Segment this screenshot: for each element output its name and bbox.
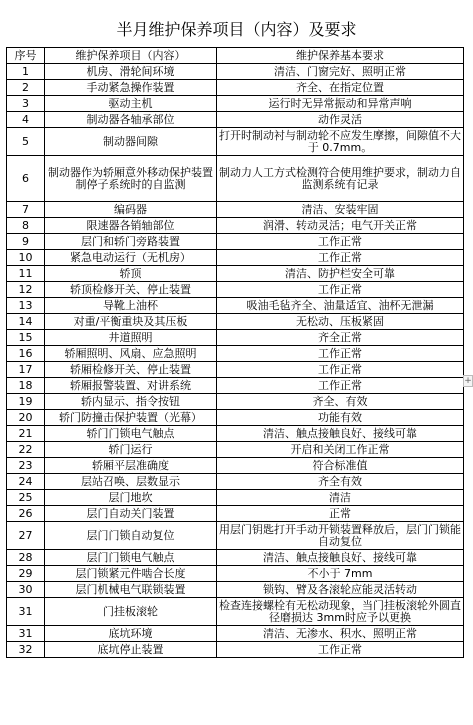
- table-row: [7, 642, 464, 658]
- cell-item: 层站召唤、层数显示: [45, 474, 217, 490]
- cell-item: 紧急电动运行（无机房）: [45, 250, 217, 266]
- cell-no: 10: [7, 250, 45, 266]
- table-row: [7, 202, 464, 218]
- table-row: [7, 96, 464, 112]
- cell-no: 28: [7, 550, 45, 566]
- cell-item: 轿厢照明、风扇、应急照明: [45, 346, 217, 362]
- cell-no: 31: [7, 598, 45, 626]
- cell-item: 轿门防撞击保护装置（光幕）: [45, 410, 217, 426]
- cell-requirement: 检查连接螺栓有无松动现象，当门挂板滚轮外圆直径磨损达 3mm时应予以更换: [217, 598, 464, 626]
- cell-item: 制动器各轴承部位: [45, 112, 217, 128]
- cell-no: 14: [7, 314, 45, 330]
- cell-no: 26: [7, 506, 45, 522]
- cell-requirement: 打开时制动衬与制动轮不应发生摩擦，间隙值不大于 0.7mm。: [217, 128, 464, 156]
- cell-no: 7: [7, 202, 45, 218]
- cell-no: 15: [7, 330, 45, 346]
- cell-requirement: 开启和关闭工作正常: [217, 442, 464, 458]
- cell-item: 机房、滑轮间环境: [45, 64, 217, 80]
- cell-no: 13: [7, 298, 45, 314]
- cell-requirement: 无松动、压板紧固: [217, 314, 464, 330]
- table-row: [7, 522, 464, 550]
- cell-item: 对重/平衡重块及其压板: [45, 314, 217, 330]
- cell-no: 3: [7, 96, 45, 112]
- cell-item: 轿厢检修开关、停止装置: [45, 362, 217, 378]
- cell-no: 8: [7, 218, 45, 234]
- cell-requirement: 清洁: [217, 490, 464, 506]
- table-row: [7, 410, 464, 426]
- cell-item: 轿顶: [45, 266, 217, 282]
- cell-no: 16: [7, 346, 45, 362]
- table-row: [7, 626, 464, 642]
- cell-requirement: 不小于 7mm: [217, 566, 464, 582]
- cell-requirement: 制动力人工方式检测符合使用维护要求，制动力自监测系统有记录: [217, 156, 464, 202]
- cell-no: 20: [7, 410, 45, 426]
- cell-requirement: 运行时无异常振动和异常声响: [217, 96, 464, 112]
- cell-no: 29: [7, 566, 45, 582]
- table-row: [7, 474, 464, 490]
- cell-item: 底坑环境: [45, 626, 217, 642]
- cell-item: 层门锁紧元件啮合长度: [45, 566, 217, 582]
- cell-requirement: 齐全正常: [217, 330, 464, 346]
- cell-item: 层门自动关门装置: [45, 506, 217, 522]
- cell-item: 制动器作为轿厢意外移动保护装置制停子系统时的自监测: [45, 156, 217, 202]
- cell-requirement: 润滑、转动灵活；电气开关正常: [217, 218, 464, 234]
- cell-requirement: 工作正常: [217, 362, 464, 378]
- cell-item: 层门机械电气联锁装置: [45, 582, 217, 598]
- table-row: [7, 112, 464, 128]
- table-row: [7, 80, 464, 96]
- cell-item: 层门门锁电气触点: [45, 550, 217, 566]
- header-no: 序号: [7, 48, 45, 64]
- cell-requirement: 工作正常: [217, 346, 464, 362]
- table-row: [7, 362, 464, 378]
- cell-no: 27: [7, 522, 45, 550]
- cell-no: 31: [7, 626, 45, 642]
- maintenance-table: [6, 47, 464, 658]
- table-row: [7, 234, 464, 250]
- cell-no: 19: [7, 394, 45, 410]
- cell-no: 1: [7, 64, 45, 80]
- cell-requirement: 锁钩、臂及各滚轮应能灵活转动: [217, 582, 464, 598]
- cell-requirement: 齐全有效: [217, 474, 464, 490]
- cell-item: 轿门运行: [45, 442, 217, 458]
- table-row: [7, 566, 464, 582]
- table-row: [7, 442, 464, 458]
- cell-no: 23: [7, 458, 45, 474]
- cell-no: 22: [7, 442, 45, 458]
- table-row: [7, 330, 464, 346]
- cell-item: 门挂板滚轮: [45, 598, 217, 626]
- table-row: [7, 314, 464, 330]
- cell-item: 轿内显示、指令按钮: [45, 394, 217, 410]
- cell-requirement: 符合标准值: [217, 458, 464, 474]
- cell-requirement: 功能有效: [217, 410, 464, 426]
- table-row: [7, 490, 464, 506]
- header-requirement: 维护保养基本要求: [217, 48, 464, 64]
- cell-no: 17: [7, 362, 45, 378]
- cell-no: 12: [7, 282, 45, 298]
- expand-plus-icon[interactable]: +: [464, 376, 472, 386]
- page-title: 半月维护保养项目（内容）及要求: [116, 20, 357, 39]
- cell-no: 21: [7, 426, 45, 442]
- cell-requirement: 工作正常: [217, 282, 464, 298]
- cell-item: 层门和轿门旁路装置: [45, 234, 217, 250]
- cell-requirement: 工作正常: [217, 378, 464, 394]
- cell-requirement: 正常: [217, 506, 464, 522]
- table-header-row: [7, 48, 464, 64]
- cell-no: 25: [7, 490, 45, 506]
- cell-no: 11: [7, 266, 45, 282]
- cell-item: 轿顶检修开关、停止装置: [45, 282, 217, 298]
- maintenance-table-container: [6, 47, 463, 658]
- table-row: [7, 458, 464, 474]
- cell-item: 轿厢平层准确度: [45, 458, 217, 474]
- cell-item: 井道照明: [45, 330, 217, 346]
- table-row: [7, 598, 464, 626]
- cell-requirement: 齐全、在指定位置: [217, 80, 464, 96]
- cell-no: 9: [7, 234, 45, 250]
- cell-requirement: 吸油毛毡齐全、油量适宜、油杯无泄漏: [217, 298, 464, 314]
- cell-no: 18: [7, 378, 45, 394]
- table-body: [7, 64, 464, 658]
- table-row: [7, 346, 464, 362]
- cell-requirement: 动作灵活: [217, 112, 464, 128]
- table-row: [7, 582, 464, 598]
- cell-item: 轿厢报警装置、对讲系统: [45, 378, 217, 394]
- cell-item: 驱动主机: [45, 96, 217, 112]
- cell-requirement: 工作正常: [217, 642, 464, 658]
- cell-item: 底坑停止装置: [45, 642, 217, 658]
- cell-item: 导靴上油杯: [45, 298, 217, 314]
- table-row: [7, 64, 464, 80]
- table-row: [7, 394, 464, 410]
- cell-item: 限速器各销轴部位: [45, 218, 217, 234]
- cell-item: 层门门锁自动复位: [45, 522, 217, 550]
- cell-no: 4: [7, 112, 45, 128]
- cell-no: 2: [7, 80, 45, 96]
- cell-item: 层门地坎: [45, 490, 217, 506]
- cell-item: 手动紧急操作装置: [45, 80, 217, 96]
- table-row: [7, 550, 464, 566]
- cell-no: 32: [7, 642, 45, 658]
- table-row: [7, 128, 464, 156]
- cell-requirement: 工作正常: [217, 234, 464, 250]
- table-row: [7, 156, 464, 202]
- table-row: [7, 298, 464, 314]
- cell-requirement: 清洁、触点接触良好、接线可靠: [217, 550, 464, 566]
- cell-requirement: 用层门钥匙打开手动开锁装置释放后，层门门锁能自动复位: [217, 522, 464, 550]
- table-row: [7, 426, 464, 442]
- table-row: [7, 378, 464, 394]
- cell-requirement: 工作正常: [217, 250, 464, 266]
- cell-item: 编码器: [45, 202, 217, 218]
- cell-no: 5: [7, 128, 45, 156]
- table-row: [7, 250, 464, 266]
- cell-requirement: 清洁、门窗完好、照明正常: [217, 64, 464, 80]
- table-row: [7, 266, 464, 282]
- cell-no: 24: [7, 474, 45, 490]
- cell-requirement: 清洁、安装牢固: [217, 202, 464, 218]
- cell-item: 轿门门锁电气触点: [45, 426, 217, 442]
- cell-requirement: 齐全、有效: [217, 394, 464, 410]
- table-row: [7, 282, 464, 298]
- cell-no: 6: [7, 156, 45, 202]
- table-row: [7, 218, 464, 234]
- cell-requirement: 清洁、防护栏安全可靠: [217, 266, 464, 282]
- table-row: [7, 506, 464, 522]
- cell-no: 30: [7, 582, 45, 598]
- cell-requirement: 清洁、无渗水、积水、照明正常: [217, 626, 464, 642]
- cell-item: 制动器间隙: [45, 128, 217, 156]
- cell-requirement: 清洁、触点接触良好、接线可靠: [217, 426, 464, 442]
- header-item: 维护保养项目（内容）: [45, 48, 217, 64]
